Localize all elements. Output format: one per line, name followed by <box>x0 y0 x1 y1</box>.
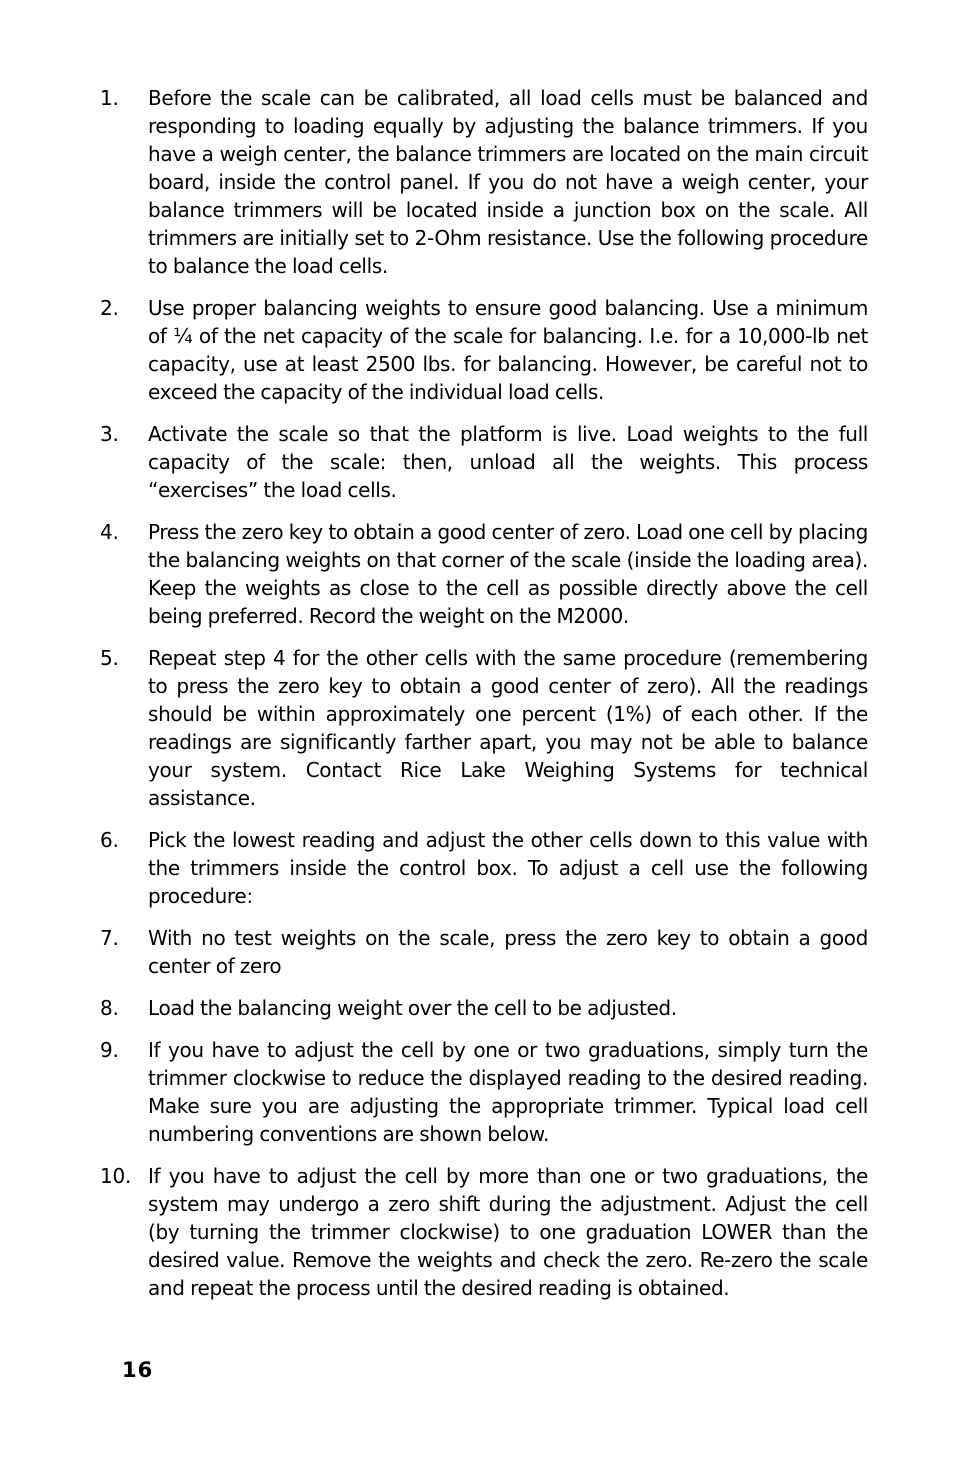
step-item-7 <box>100 924 868 980</box>
step-item-10 <box>100 1162 868 1302</box>
step-text: Load the balancing weight over the cell to be adjusted. <box>148 996 677 1020</box>
step-text: Pick the lowest reading and adjust the other cells down to this value with the trimmers inside the control box. To adjust a cell use the following procedure: <box>148 828 868 908</box>
step-number: 6. <box>100 828 119 852</box>
step-item-6 <box>100 826 868 910</box>
step-number: 3. <box>100 422 119 446</box>
step-text: With no test weights on the scale, press the zero key to obtain a good center of zero <box>148 926 868 978</box>
step-item-2 <box>100 294 868 406</box>
step-number: 9. <box>100 1038 119 1062</box>
step-item-4 <box>100 518 868 630</box>
step-item-5 <box>100 644 868 812</box>
step-text: Repeat step 4 for the other cells with the same procedure (remembering to press the zero key to obtain a good center of zero). All the readings should be within approximately one percent (1%) of each other. If the readings are significantly farther apart, you may not be able to balance your system. Contact Rice Lake Weighing Systems for technical assistance. <box>148 646 868 810</box>
step-number: 5. <box>100 646 119 670</box>
step-text: If you have to adjust the cell by one or two graduations, simply turn the trimmer clockwise to reduce the displayed reading to the desired reading. Make sure you are adjusting the appropriate trimmer. Typical load cell numbering conventions are shown below. <box>148 1038 868 1146</box>
step-number: 7. <box>100 926 119 950</box>
step-item-9 <box>100 1036 868 1148</box>
step-number: 8. <box>100 996 119 1020</box>
step-text: Activate the scale so that the platform is live. Load weights to the full capacity of the scale: then, unload all the weights. This process “exercises” the load cells. <box>148 422 868 502</box>
step-text: If you have to adjust the cell by more than one or two graduations, the system may undergo a zero shift during the adjustment. Adjust the cell (by turning the trimmer clockwise) to one graduation LOWER than the desired value. Remove the weights and check the zero. Re-zero the scale and repeat the process until the desired reading is obtained. <box>148 1164 868 1300</box>
step-item-8 <box>100 994 868 1022</box>
step-number: 4. <box>100 520 119 544</box>
step-text: Use proper balancing weights to ensure good balancing. Use a minimum of ¼ of the net capacity of the scale for balancing. I.e. for a 10,000-lb net capacity, use at least 2500 lbs. for balancing. However, be careful not to exceed the capacity of the individual load cells. <box>148 296 868 404</box>
step-text: Before the scale can be calibrated, all load cells must be balanced and responding to loading equally by adjusting the balance trimmers. If you have a weigh center, the balance trimmers are located on the main circuit board, inside the control panel. If you do not have a weigh center, your balance trimmers will be located inside a junction box on the scale. All trimmers are initially set to 2-Ohm resistance. Use the following procedure to balance the load cells. <box>148 86 868 278</box>
page-number: 16 <box>122 1358 154 1382</box>
step-text: Press the zero key to obtain a good center of zero. Load one cell by placing the balancing weights on that corner of the scale (inside the loading area). Keep the weights as close to the cell as possible directly above the cell being preferred. Record the weight on the M2000. <box>148 520 868 628</box>
step-number: 1. <box>100 86 119 110</box>
step-item-1 <box>100 84 868 280</box>
step-number: 10. <box>100 1164 132 1188</box>
step-number: 2. <box>100 296 119 320</box>
step-item-3 <box>100 420 868 504</box>
calibration-steps-list <box>100 84 868 1316</box>
